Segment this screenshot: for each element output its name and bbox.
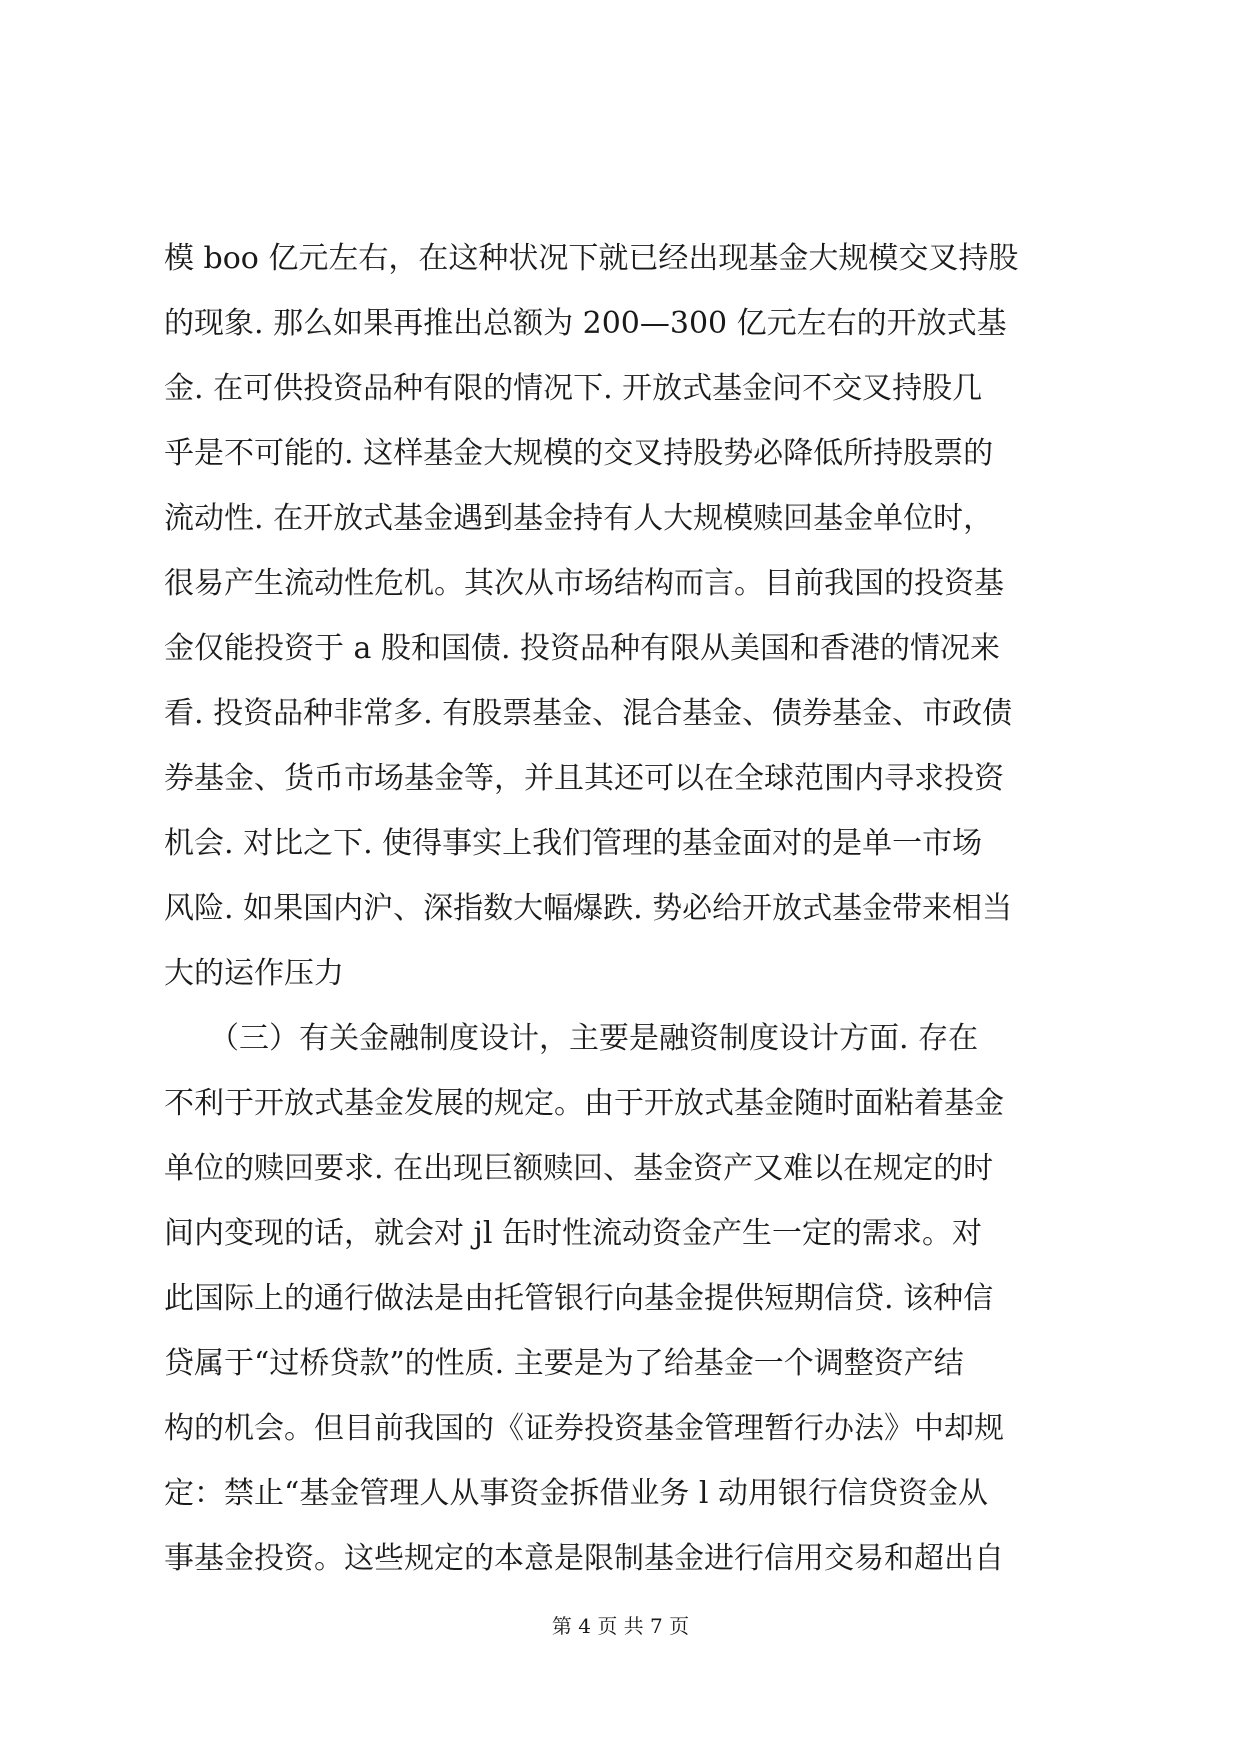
text-line: 金仅能投资于 a 股和国债. 投资品种有限从美国和香港的情况来 — [164, 631, 1001, 666]
text-line: 单位的赎回要求. 在出现巨额赎回、基金资产又难以在规定的时 — [164, 1151, 994, 1186]
text-line: 定：禁止“基金管理人从事资金拆借业务 l 动用银行信贷资金从 — [164, 1476, 989, 1511]
page-number-footer: 第 4 页 共 7 页 — [551, 1614, 690, 1638]
text-line: 乎是不可能的. 这样基金大规模的交叉持股势必降低所持股票的 — [164, 436, 994, 471]
text-line: （三）有关金融制度设计，主要是融资制度设计方面. 存在 — [164, 1021, 979, 1056]
text-line: 风险. 如果国内沪、深指数大幅爆跌. 势必给开放式基金带来相当 — [164, 891, 1013, 926]
text-line: 金. 在可供投资品种有限的情况下. 开放式基金问不交叉持股几 — [164, 371, 983, 406]
text-line: 此国际上的通行做法是由托管银行向基金提供短期信贷. 该种信 — [164, 1281, 994, 1316]
text-line: 贷属于“过桥贷款”的性质. 主要是为了给基金一个调整资产结 — [164, 1346, 964, 1381]
text-line: 机会. 对比之下. 使得事实上我们管理的基金面对的是单一市场 — [164, 826, 983, 861]
text-line: 模 boo 亿元左右，在这种状况下就已经出现基金大规模交叉持股 — [164, 241, 1019, 276]
text-line: 大的运作压力 — [164, 956, 344, 991]
text-line: 券基金、货币市场基金等，并且其还可以在全球范围内寻求投资 — [164, 761, 1004, 796]
body-text — [164, 226, 1084, 1591]
text-line: 构的机会。但目前我国的《证券投资基金管理暂行办法》中却规 — [164, 1411, 1004, 1446]
text-line: 流动性. 在开放式基金遇到基金持有人大规模赎回基金单位时， — [164, 501, 994, 536]
text-line: 事基金投资。这些规定的本意是限制基金进行信用交易和超出自 — [164, 1541, 1004, 1576]
text-line: 看. 投资品种非常多. 有股票基金、混合基金、债券基金、市政债 — [164, 696, 1013, 731]
text-line: 不利于开放式基金发展的规定。由于开放式基金随时面粘着基金 — [164, 1086, 1004, 1121]
text-line: 的现象. 那么如果再推出总额为 200—300 亿元左右的开放式基 — [164, 306, 1007, 341]
text-line: 间内变现的话，就会对 jl 缶时性流动资金产生一定的需求。对 — [164, 1216, 982, 1251]
text-line: 很易产生流动性危机。其次从市场结构而言。目前我国的投资基 — [164, 566, 1004, 601]
